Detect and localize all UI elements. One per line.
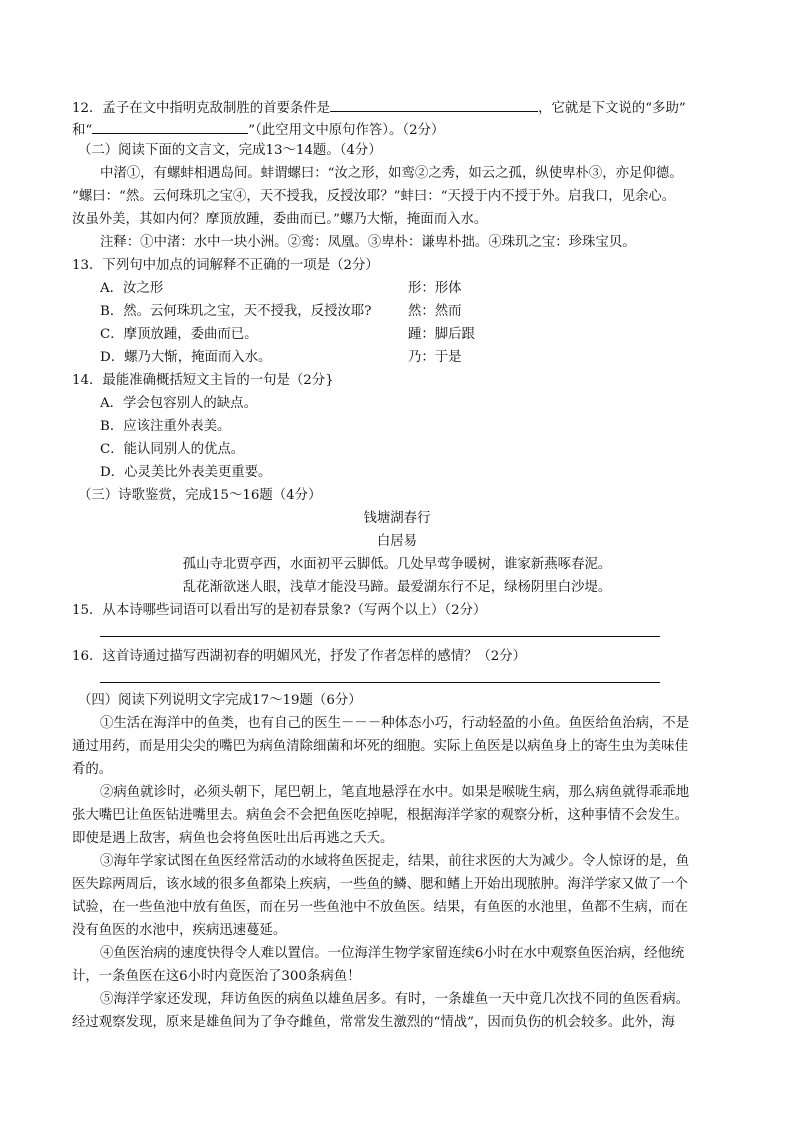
q12-text-c: 和“ <box>72 123 93 138</box>
q12-text-a: 12．孟子在文中指明克敌制胜的首要条件是 <box>72 101 331 116</box>
q14-option-b[interactable]: B．应该注重外表美。 <box>100 419 231 434</box>
article-line: ③海年学家试图在鱼医经常活动的水域将鱼医捉走，结果，前往求医的大为减少。令人惊讶的是，鱼 <box>100 854 690 869</box>
article-line: ⑤海洋学家还发现，拜访鱼医的病鱼以雄鱼居多。有时，一条雄鱼一天中竟几次找不同的鱼医看病。 <box>100 992 690 1007</box>
q13-option-d-gloss: 乃：于是 <box>408 350 462 365</box>
article-line: ①生活在海洋中的鱼类，也有自己的医生－－－种体态小巧，行动轻盈的小鱼。鱼医给鱼治病，不是 <box>100 716 690 731</box>
passage-line: 汝虽外美，其如内何？摩顶放踵，委曲而已。”螺乃大惭，掩面而入水。 <box>72 212 488 227</box>
q12-answer-blank-2[interactable] <box>92 121 248 134</box>
poem-title: 钱塘湖春行 <box>363 511 431 526</box>
article-line: 即使是遇上敌害，病鱼也会将鱼医吐出后再逃之夭夭。 <box>72 831 394 846</box>
q15-prompt: 15．从本诗哪些词语可以看出写的是初春景象?（写两个以上）（2分） <box>72 603 487 618</box>
section4-heading: （四）阅读下列说明文字完成17～19题（6分） <box>78 693 362 708</box>
section3-heading: （三）诗歌鉴赏，完成15～16题（4分） <box>78 488 322 503</box>
q16-answer-line[interactable] <box>100 682 660 683</box>
q12-answer-blank-1[interactable] <box>330 99 538 112</box>
article-line: 医失踪两周后，该水域的很多鱼都染上疾病，一些鱼的鳞、腮和鳍上开始出现脓肿。海洋学家又做了一个 <box>72 877 688 892</box>
q13-option-a[interactable]: A．汝之形 <box>100 281 164 296</box>
q14-prompt: 14．最能准确概括短文主旨的一句是（2分} <box>72 373 334 388</box>
q12-text-b: ，它就是下文说的“多助” <box>538 101 686 116</box>
article-line: 计，一条鱼医在这6小时内竟医治了300条病鱼！ <box>72 969 361 984</box>
article-line: ②病鱼就诊时，必须头朝下，尾巴朝上，笔直地悬浮在水中。如果是喉咙生病，那么病鱼就得乖乖地 <box>100 785 690 800</box>
q12-line1 <box>72 99 686 115</box>
article-line: 通过用药，而是用尖尖的嘴巴为病鱼清除细菌和坏死的细胞。实际上鱼医是以病鱼身上的寄生虫为美味佳 <box>72 739 688 754</box>
q12-text-d: ”（此空用文中原句作答）。（2分） <box>248 123 445 138</box>
q12-line2 <box>72 121 444 137</box>
passage-line: 中渚①，有螺蚌相遇岛间。蚌谓螺曰：“汝之形，如鸾②之秀，如云之孤，纵使卑朴③，亦足仰德。 <box>100 166 683 181</box>
q13-option-d[interactable]: D．螺乃大惭，掩面而入水。 <box>100 350 272 365</box>
q13-option-c[interactable]: C．摩顶放踵，委曲而已。 <box>100 327 258 342</box>
q13-prompt: 13．下列句中加点的词解释不正确的一项是（2分） <box>72 258 379 273</box>
article-line: 肴的。 <box>72 762 113 777</box>
q14-option-a[interactable]: A．学会包容别人的缺点。 <box>100 396 257 411</box>
article-line: 张大嘴巴让鱼医钻进嘴里去。病鱼会不会把鱼医吃掉呢，根据海洋学家的观察分析，这种事情不会发生。 <box>72 808 688 823</box>
poem-author: 白居易 <box>376 534 418 549</box>
section2-heading: （二）阅读下面的文言文，完成13～14题。（4分） <box>78 143 382 158</box>
poem-line: 孤山寺北贾亭西，水面初平云脚低。几处早莺争暖树，谁家新燕啄春泥。 <box>182 557 612 572</box>
q14-option-c[interactable]: C．能认同别人的优点。 <box>100 442 245 457</box>
poem-line: 乱花渐欲迷人眼，浅草才能没马蹄。最爱湖东行不足，绿杨阴里白沙堤。 <box>182 580 612 595</box>
article-line: 没有鱼医的水池中，疾病迅速蔓延。 <box>72 923 287 938</box>
q14-option-d[interactable]: D．心灵美比外表美更重要。 <box>100 465 272 480</box>
article-line: 试验，在一些鱼池中放有鱼医，而在另一些鱼池中不放鱼医。结果，有鱼医的水池里，鱼都不生病，而在 <box>72 900 688 915</box>
q13-option-b[interactable]: B．然。云何珠玑之宝，天不授我，反授汝耶? <box>100 304 372 319</box>
q13-option-c-gloss: 踵：脚后跟 <box>408 327 475 342</box>
q13-option-b-gloss: 然：然而 <box>408 304 462 319</box>
passage-line: ”螺曰：“然。云何珠玑之宝④，天不授我，反授汝耶？”蚌曰：“天授于内不授于外。启我口，见余心。 <box>72 189 676 204</box>
q16-prompt: 16．这首诗通过描写西湖初春的明媚风光，抒发了作者怎样的感情？（2分） <box>72 649 527 664</box>
article-line: 经过观察发现，原来是雄鱼间为了争夺雌鱼，常常发生激烈的“情战”，因而负伤的机会较多。此外，海 <box>72 1015 675 1030</box>
article-line: ④鱼医治病的速度快得令人难以置信。一位海洋生物学家留连续6小时在水中观察鱼医治病，经他统 <box>100 946 685 961</box>
q13-option-a-gloss: 形：形体 <box>408 281 462 296</box>
q15-answer-line[interactable] <box>100 636 660 637</box>
passage-note: 注释：①中渚：水中一块小洲。②鸾：凤凰。③卑朴：谦卑朴拙。④珠玑之宝：珍珠宝贝。 <box>100 235 636 250</box>
